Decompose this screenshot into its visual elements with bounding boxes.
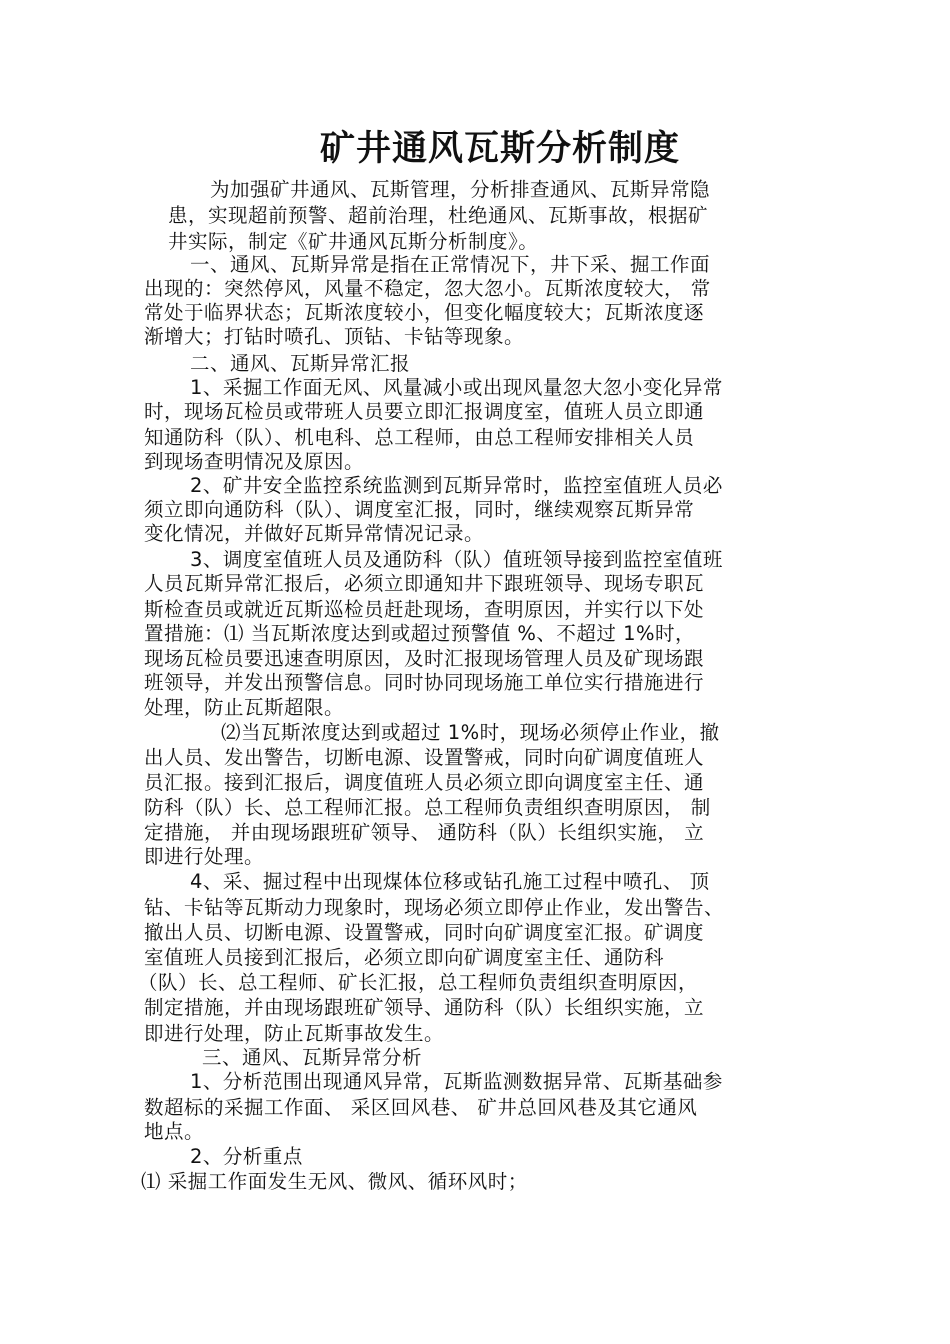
paragraph-line: 现场瓦检员要迅速查明原因，及时汇报现场管理人员及矿现场跟	[144, 647, 705, 670]
paragraph-line: 到现场查明情况及原因。	[144, 450, 365, 473]
paragraph-line: （队）长、总工程师、矿长汇报，总工程师负责组织查明原因，	[138, 971, 699, 994]
paragraph-line: 3、调度室值班人员及通防科（队）值班领导接到监控室值班	[190, 548, 723, 571]
paragraph-line: 变化情况，并做好瓦斯异常情况记录。	[144, 522, 485, 545]
paragraph-line: ⑴ 采掘工作面发生无风、微风、循环风时；	[141, 1170, 528, 1193]
paragraph-line: 须立即向通防科（队）、调度室汇报，同时，继续观察瓦斯异常	[144, 498, 695, 521]
subsection-heading: 2、分析重点	[190, 1145, 303, 1168]
paragraph-line: 渐增大；打钻时喷孔、顶钻、卡钻等现象。	[144, 325, 525, 348]
paragraph-line: 出现的：突然停风，风量不稳定，忽大忽小。瓦斯浓度较大， 常	[144, 277, 711, 300]
paragraph-line: 数超标的采掘工作面、 采区回风巷、 矿井总回风巷及其它通风	[144, 1096, 698, 1119]
section-heading: 三、通风、瓦斯异常分析	[202, 1046, 423, 1069]
paragraph-line: 4、采、掘过程中出现煤体位移或钻孔施工过程中喷孔、 顶	[190, 870, 710, 893]
paragraph-line: 钻、卡钻等瓦斯动力现象时，现场必须立即停止作业，发出警告、	[144, 896, 725, 919]
paragraph-line: 常处于临界状态；瓦斯浓度较小，但变化幅度较大；瓦斯浓度逐	[144, 301, 705, 324]
paragraph-line: 患，实现超前预警、超前治理，杜绝通风、瓦斯事故，根据矿	[168, 204, 709, 227]
paragraph-line: 室值班人员接到汇报后，必须立即向矿调度室主任、通防科	[144, 946, 665, 969]
paragraph-line: 斯检查员或就近瓦斯巡检员赶赴现场，查明原因，并实行以下处	[144, 598, 705, 621]
paragraph-line: 2、矿井安全监控系统监测到瓦斯异常时，监控室值班人员必	[190, 474, 723, 497]
paragraph-line: 知通防科（队）、机电科、总工程师，由总工程师安排相关人员	[144, 426, 695, 449]
paragraph-line: 制定措施，并由现场跟班矿领导、通防科（队）长组织实施，立	[144, 996, 705, 1019]
paragraph-line: 人员瓦斯异常汇报后，必须立即通知井下跟班领导、现场专职瓦	[144, 572, 705, 595]
paragraph-line: ⑵当瓦斯浓度达到或超过 1%时，现场必须停止作业，撤	[221, 721, 720, 744]
paragraph-line: 1、分析范围出现通风异常，瓦斯监测数据异常、瓦斯基础参	[190, 1070, 723, 1093]
paragraph-line: 防科（队）长、总工程师汇报。总工程师负责组织查明原因， 制	[144, 796, 711, 819]
paragraph-line: 1、采掘工作面无风、风量减小或出现风量忽大忽小变化异常	[190, 376, 723, 399]
paragraph-line: 员汇报。接到汇报后，调度值班人员必须立即向调度室主任、通	[144, 771, 705, 794]
paragraph-line: 置措施：⑴ 当瓦斯浓度达到或超过预警值 %、不超过 1%时，	[144, 622, 696, 645]
paragraph-line: 出人员、发出警告，切断电源、设置警戒，同时向矿调度值班人	[144, 746, 705, 769]
paragraph-line: 地点。	[144, 1120, 205, 1143]
paragraph-line: 定措施， 并由现场跟班矿领导、 通防科（队）长组织实施， 立	[144, 821, 705, 844]
paragraph-line: 井实际，制定《矿井通风瓦斯分析制度》。	[168, 230, 539, 253]
paragraph-line: 即进行处理。	[144, 845, 265, 868]
document-title: 矿井通风瓦斯分析制度	[320, 129, 681, 169]
paragraph-line: 撤出人员、切断电源、设置警戒，同时向矿调度室汇报。矿调度	[144, 921, 705, 944]
paragraph-line: 班领导，并发出预警信息。同时协同现场施工单位实行措施进行	[144, 671, 705, 694]
paragraph-line: 即进行处理，防止瓦斯事故发生。	[144, 1022, 445, 1045]
paragraph-line: 时，现场瓦检员或带班人员要立即汇报调度室，值班人员立即通	[144, 400, 705, 423]
paragraph-line: 处理，防止瓦斯超限。	[144, 696, 345, 719]
section-heading: 二、通风、瓦斯异常汇报	[190, 352, 411, 375]
paragraph-line: 为加强矿井通风、瓦斯管理，分析排查通风、瓦斯异常隐	[210, 178, 711, 201]
paragraph-line: 一、通风、瓦斯异常是指在正常情况下，井下采、掘工作面	[190, 253, 711, 276]
